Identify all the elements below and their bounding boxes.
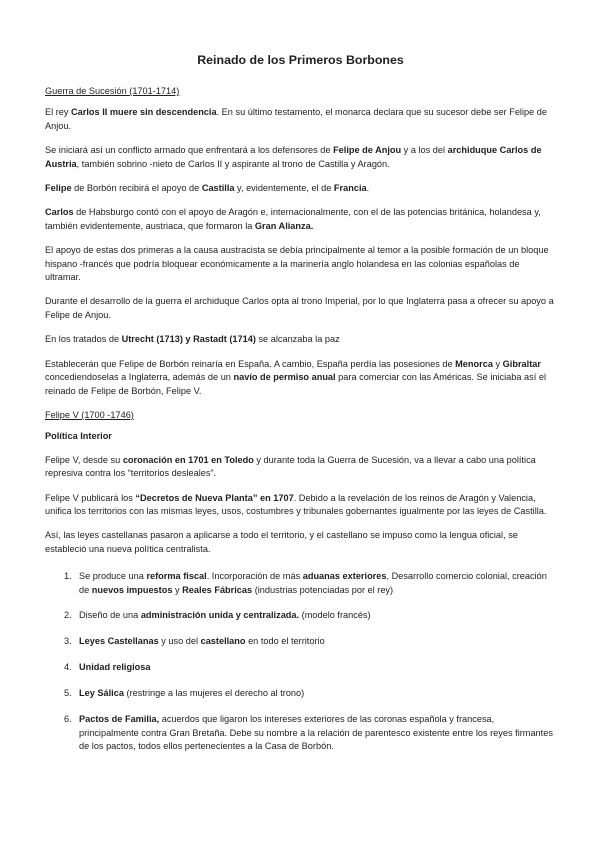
list-item: 2. Diseño de una administración unida y centralizada. (modelo francés) (64, 610, 371, 621)
page-title: Reinado de los Primeros Borbones (197, 53, 404, 67)
paragraph-coronacion: Felipe V, desde su coronación en 1701 en Toledo y durante toda la Guerra de Sucesión, va a llevar a cabo una política represiva contra los “territorios desleales”. (45, 454, 536, 479)
paragraph-tratados: En los tratados de Utrecht (1713) y Rastadt (1714) se alcanzaba la paz (45, 334, 340, 345)
paragraph-decretos: Felipe V publicará los “Decretos de Nueva Planta” en 1707. Debido a la revelación de los reinos de Aragón y Valencia, unifica los territorios con las mismas leyes, usos, costumbres y tribunales gobernantes igualmente por las leyes de Castilla. (45, 492, 547, 516)
paragraph-trono-imperial: Durante el desarrollo de la guerra el archiduque Carlos opta al trono Imperial, por lo que Inglaterra pasa a ofrecer su apoyo a Felipe de Anjou. (45, 296, 554, 320)
paragraph-carlos-ii: El rey Carlos II muere sin descendencia. En su último testamento, el monarca declara que su sucesor debe ser Felipe de Anjou. (45, 107, 547, 131)
list-item: 1. Se produce una reforma fiscal. Incorporación de más aduanas exteriores, Desarrollo comercio colonial, creación de nuevos impuestos y Reales Fábricas (industrias potenciadas por el rey) (64, 571, 547, 595)
list-item: 6. Pactos de Familia, acuerdos que ligaron los intereses exteriores de las coronas española y francesa, principalmente contra Gran Bretaña. Debe su nombre a la relación de parentesco existente entre los reyes firmantes de los pactos, todos ellos pertenecientes a la Casa de Borbón. (64, 714, 553, 751)
paragraph-apoyo-felipe: Felipe de Borbón recibirá el apoyo de Castilla y, evidentemente, el de Francia. (45, 183, 370, 194)
section-heading-guerra-sucesion: Guerra de Sucesión (1701-1714) (45, 86, 180, 96)
paragraph-apoyo-carlos: Carlos de Habsburgo contó con el apoyo de Aragón e, internacionalmente, con el de las potencias británica, holandesa y, también evidentemente, austriaca, que formaron la Gran Alianza. (45, 207, 541, 231)
subheading-politica-interior: Política Interior (45, 431, 112, 442)
reforms-list (45, 570, 556, 753)
paragraph-leyes-castellanas: Así, las leyes castellanas pasaron a aplicarse a todo el territorio, y el castellano se impuso como la lengua oficial, se estableció una nueva política centralista. (45, 530, 518, 554)
paragraph-consecuencias: Establecerán que Felipe de Borbón reinaría en España. A cambio, España perdía las posesiones de Menorca y Gibraltar concediendoselas a Inglaterra, además de un navío de permiso anual para comerciar con las Américas. Se iniciaba así el reinado de Felipe de Borbón, Felipe V. (45, 358, 546, 396)
section-heading-felipe-v: Felipe V (1700 -1746) (45, 409, 134, 420)
list-item: 4. Unidad religiosa (64, 662, 151, 673)
paragraph-temor: El apoyo de estas dos primeras a la causa austracista se debía principalmente al temor a la posible formación de un bloque hispano -francés que podría bloquear económicamente a la marinería anglo holandesa en las colonias españolas de ultramar. (45, 245, 549, 283)
list-item: 5. Ley Sálica (restringe a las mujeres el derecho al trono) (64, 688, 305, 699)
paragraph-conflicto: Se iniciará así un conflicto armado que enfrentará a los defensores de Felipe de Anjou y a los del archiduque Carlos de Austria, también sobrino -nieto de Carlos II y aspirante al trono de Castilla y Aragón. (45, 145, 542, 169)
list-item: 3. Leyes Castellanas y uso del castellano en todo el territorio (64, 636, 325, 647)
